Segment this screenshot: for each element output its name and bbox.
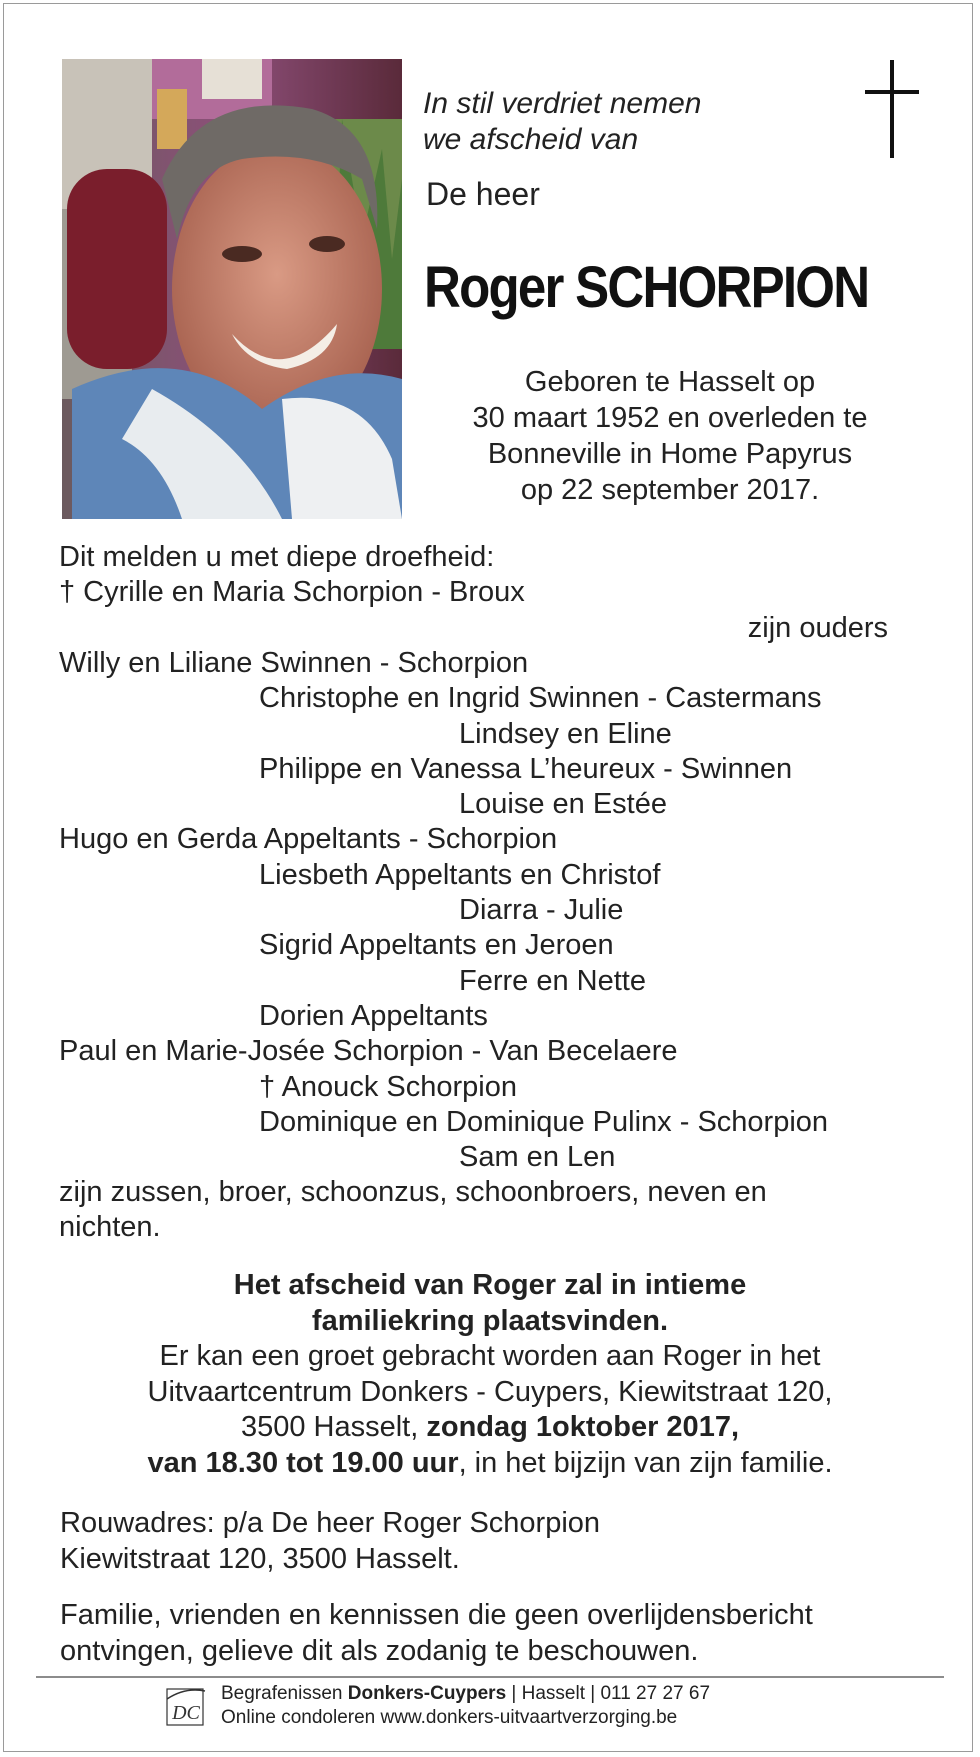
farewell-date: zondag 1oktober 2017, xyxy=(426,1411,740,1443)
salutation: De heer xyxy=(426,176,540,212)
intro-line-2: we afscheid van xyxy=(423,123,639,156)
footer-divider xyxy=(36,1676,944,1678)
family-member-line: Willy en Liliane Swinnen - Schorpion xyxy=(59,646,529,679)
birth-line: Bonneville in Home Papyrus xyxy=(487,438,853,470)
family-member-line: Philippe en Vanessa L’heureux - Swinnen xyxy=(259,752,793,785)
address-line: Kiewitstraat 120, 3500 Hasselt. xyxy=(60,1542,460,1575)
deceased-name: Roger SCHORPION xyxy=(424,255,869,320)
family-member-line: Sigrid Appeltants en Jeroen xyxy=(259,929,614,962)
notice-line: Familie, vrienden en kennissen die geen overlijdensbericht xyxy=(60,1599,813,1631)
family-member-line: Sam en Len xyxy=(459,1141,616,1174)
family-member-line: Diarra - Julie xyxy=(459,894,624,926)
birth-line: op 22 september 2017. xyxy=(520,474,820,506)
family-member-line: Lindsey en Eline xyxy=(459,717,672,750)
family-member-line: Dorien Appeltants xyxy=(259,999,488,1032)
footer-line-2[interactable]: Online condoleren www.donkers-uitvaartverzorging.be xyxy=(221,1707,678,1728)
notice-text xyxy=(60,1598,813,1669)
family-member-line: † Anouck Schorpion xyxy=(259,1070,517,1103)
birth-death-info xyxy=(420,364,920,508)
family-member-line: Paul en Marie-Josée Schorpion - Van Becelaere xyxy=(59,1035,678,1068)
funeral-home-logo-icon xyxy=(165,1685,207,1727)
footer-line-1 xyxy=(221,1682,710,1706)
farewell-family-note: , in het bijzijn van zijn familie. xyxy=(458,1446,833,1479)
notice-line: ontvingen, gelieve dit als zodanig te beschouwen. xyxy=(60,1634,699,1667)
farewell-line: Er kan een groet gebracht worden aan Roger in het xyxy=(159,1340,821,1372)
farewell-line xyxy=(0,1446,980,1482)
footer-info xyxy=(221,1682,710,1730)
farewell-line: Uitvaartcentrum Donkers - Cuypers, Kiewitstraat 120, xyxy=(147,1375,833,1408)
farewell-bold-line: familiekring plaatsvinden. xyxy=(311,1304,669,1337)
family-member-line: Ferre en Nette xyxy=(459,964,646,997)
logo-monogram: DC xyxy=(172,1702,200,1724)
farewell-city: 3500 Hasselt, xyxy=(240,1411,427,1443)
farewell-line xyxy=(0,1410,980,1446)
family-closing-line: nichten. xyxy=(59,1211,161,1243)
latin-cross-icon xyxy=(862,60,922,160)
funeral-home-name: Donkers-Cuypers xyxy=(347,1683,507,1704)
family-member-line: Liesbeth Appeltants en Christof xyxy=(259,858,661,891)
farewell-time: van 18.30 tot 19.00 uur xyxy=(147,1446,459,1479)
intro-line-1: In stil verdriet nemen xyxy=(423,87,702,120)
intro-text xyxy=(423,86,701,158)
family-member-line: Christophe en Ingrid Swinnen - Castermans xyxy=(259,682,822,715)
family-member-line: Hugo en Gerda Appeltants - Schorpion xyxy=(59,823,558,856)
farewell-announcement xyxy=(0,1268,980,1481)
family-relation-label: zijn ouders xyxy=(747,611,888,644)
family-closing-line: zijn zussen, broer, schoonzus, schoonbroers, neven en xyxy=(59,1176,767,1208)
footer-prefix: Begrafenissen xyxy=(221,1683,348,1704)
family-member-line: † Cyrille en Maria Schorpion - Broux xyxy=(59,576,525,609)
mourning-address xyxy=(60,1506,600,1577)
footer-contact: | Hasselt | 011 27 27 67 xyxy=(506,1683,711,1704)
birth-line: 30 maart 1952 en overleden te xyxy=(472,402,868,434)
family-member-line: Louise en Estée xyxy=(459,788,667,821)
farewell-bold-line: Het afscheid van Roger zal in intieme xyxy=(233,1269,747,1301)
birth-line: Geboren te Hasselt op xyxy=(524,366,816,398)
family-intro: Dit melden u met diepe droefheid: xyxy=(59,541,495,573)
family-member-line: Dominique en Dominique Pulinx - Schorpion xyxy=(259,1105,829,1138)
portrait-photo xyxy=(62,59,402,519)
address-line: Rouwadres: p/a De heer Roger Schorpion xyxy=(60,1507,601,1539)
